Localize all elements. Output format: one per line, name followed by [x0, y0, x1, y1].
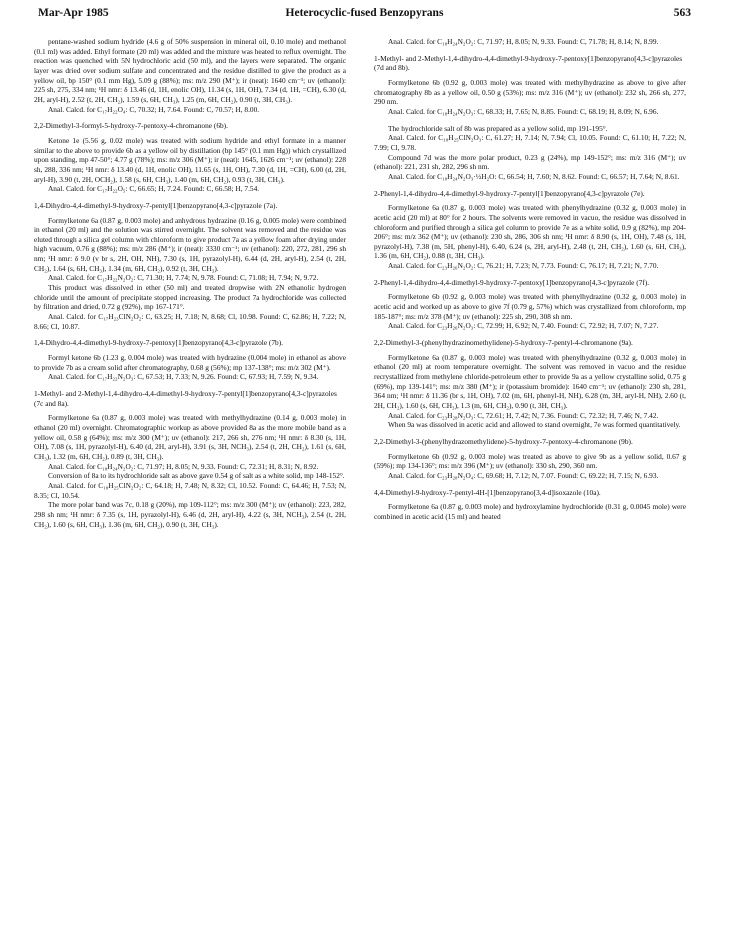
- analysis-line: Anal. Calcd. for C₂₃H₂₈N₂O₄: C, 69.68; H, 7.12; N, 7.07. Found: C, 69.22; H, 7.15; N, 6.93.: [388, 470, 659, 480]
- section-heading: 2-Phenyl-1,4-dihydro-4,4-dimethyl-9-hydroxy-7-pentyl[1]benzopyrano[4,3-c]pyrazole (7e).: [374, 188, 645, 198]
- section-heading: 1,4-Dihydro-4,4-dimethyl-9-hydroxy-7-pentoxy[1]benzopyrano[4,3-c]pyrazole (7b).: [34, 338, 283, 348]
- paragraph: Formylketone 6a (0.87 g, 0.003 mole) and anhydrous hydrazine (0.16 g, 0.005 mole) were combined in ethanol (20 ml) and the solution was stirred overnight. The solvent was removed and the residue was eluted through a silica gel column with chloroform to give product 7a as a yellow foam after drying under high vacuum, 0.76 g (88%); ms: m/z 286 (M⁺); ir (neat): 3330 cm⁻¹; uv (ethanol): 220, 272, 281, 296 sh nm; ¹H nmr: δ 9.0 (v br s, 2H, OH, NH), 7.30 (s, 1H, pyrazolyl-H), 6.44 (d, 2H, aryl-H), 2.54 (t, 2H, CH₂), 1.64 (s, 6H, CH₃), 1.34 (m, 6H, CH₂), 0.92 (t, 3H, CH₃).: [34, 215, 346, 273]
- analysis-line: Anal. Calcd. for C₂₃H₂₈N₂O₃: C, 72.61; H, 7.42; N, 7.36. Found: C, 72.32; H, 7.46; N, 7.42.: [388, 410, 659, 420]
- analysis-line: Anal. Calcd. for C₂₃H₂₆N₂O₃: C, 72.99; H, 6.92; N, 7.40. Found: C, 72.92; H, 7.07; N, 7.27.: [388, 321, 659, 331]
- analysis-line: Anal. Calcd. for C₁₇H₂₂O₅: C, 66.65; H, 7.24. Found: C, 66.58; H, 7.54.: [48, 184, 260, 194]
- paragraph: Formylketone 6a (0.87 g, 0.003 mole) and hydroxylamine hydrochloride (0.31 g, 0.0045 mole) were combined in acetic acid (15 ml) and heated: [374, 502, 686, 521]
- section-heading: 2,2-Dimethyl-3-(phenylhydrazinomethylidene)-5-hydroxy-7-pentyl-4-chromanone (9a).: [374, 338, 633, 348]
- analysis-line: Anal. Calcd. for C₁₇H₂₂O₄: C, 70.32; H, 7.64. Found: C, 70.57; H, 8.00.: [48, 104, 260, 114]
- left-column: [34, 37, 346, 529]
- analysis-line: Anal. Calcd. for C₁₇H₂₂N₂O₃: C, 67.53; H, 7.33; N, 9.26. Found: C, 67.93; H, 7.59; N, 9.34.: [48, 372, 319, 382]
- section-heading: 2,2-Dimethyl-3-(phenylhydrazomethylidene)-5-hydroxy-7-pentoxy-4-chromanone (9b).: [374, 436, 633, 446]
- analysis-line: Anal. Calcd. for C₁₈H₂₄N₂O₂: C, 71.97; H, 8.05; N, 9.33. Found: C, 72.31; H, 8.31; N, 8.92.: [48, 461, 319, 471]
- section-heading: 1-Methyl- and 2-Methyl-1,4-dihydro-4,4-dimethyl-9-hydroxy-7-pentyl[1]benzopyrano[4,3-c]pyrazoles (7c and 8a).: [34, 389, 337, 408]
- paragraph: The hydrochloride salt of 8b was prepared as a yellow solid, mp 191-195°.: [388, 123, 608, 133]
- analysis-line: Anal. Calcd. for C₁₈H₂₅ClN₂O₃: C, 61.27; H, 7.14; N, 7.94; Cl, 10.05. Found: C, 61.10; H, 7.22; N, 7.99; Cl, 9.78.: [374, 133, 686, 152]
- analysis-line: Anal. Calcd. for C₁₈H₂₅ClN₂O₂: C, 64.18; H, 7.48; N, 8.32; Cl, 10.52. Found: C, 64.46; H, 7.53; N, 8.35; Cl, 10.54.: [34, 480, 346, 500]
- analysis-line: Anal. Calcd. for C₁₇H₂₃ClN₂O₂: C, 63.25; H, 7.18; N, 8.68; Cl, 10.98. Found: C, 62.86; H, 7.22; N, 8.66; Cl, 10.87.: [34, 312, 346, 331]
- paragraph: Formyl ketone 6b (1.23 g, 0.004 mole) was treated with hydrazine (0.004 mole) in ethanol as above to provide 7b as a cream solid after chromatography, 0.68 g (56%); mp 137-138°; ms: m/z 302 (M⁺).: [34, 353, 346, 372]
- right-column: [374, 37, 686, 522]
- analysis-line: Anal. Calcd. for C₁₈H₂₄N₂O₃·½H₂O: C, 66.54; H, 7.60; N, 8.62. Found: C, 66.57; H, 7.64; N, 8.61.: [388, 171, 680, 181]
- section-heading: 2-Phenyl-1,4-dihydro-4,4-dimethyl-9-hydroxy-7-pentoxy[1]benzopyrano[4,3-c]pyrazole (7f).: [374, 277, 650, 287]
- section-heading: 2,2-Dimethyl-3-formyl-5-hydroxy-7-pentoxy-4-chromanone (6b).: [34, 121, 228, 131]
- analysis-line: Anal. Calcd. for C₁₇H₂₂N₂O₂: C, 71.30; H, 7.74; N, 9.78. Found: C, 71.08; H, 7.94; N, 9.72.: [48, 273, 319, 283]
- paragraph: Formylketone 6b (0.92 g, 0.003 mole) was treated with phenylhydrazine (0.32 g, 0.003 mole) in acetic acid and worked up as above to give 7f (0.79 g, 57%) which was crystallized from chloroform, mp 185-187°; ms: m/z 378 (M⁺); uv (ethanol): 225 sh, 290, 308 sh nm.: [374, 292, 686, 321]
- issue-date: Mar-Apr 1985: [38, 7, 109, 19]
- paragraph: Conversion of 8a to its hydrochloride salt as above gave 0.54 g of salt as a white solid, mp 148-152°.: [48, 471, 345, 481]
- paragraph: Ketone 1e (5.56 g, 0.02 mole) was treated with sodium hydride and ethyl formate in a manner similar to the above to provide 6b as a yellow oil by distillation (bp 145° (0.1 mm Hg)) which crystallized upon standing, mp 47-50°; 4.77 g (78%); ms: m/z 306 (M⁺); ir (neat): 1645, 1626 cm⁻¹; uv (ethanol): 228 sh, 288, 336 nm; ¹H nmr: δ 13.40 (d, 1H, enolic OH), 11.65 (s, 1H, OH), 7.30 (d, 1H, =CH), 6.00 (d, 2H, aryl-H), 3.90 (t, 2H, OCH₂), 1.58 (s, 6H, CH₃), 1.40 (m, 6H, CH₂), 0.93 (t, 3H, CH₃).: [34, 135, 346, 184]
- section-heading: 4,4-Dimethyl-9-hydroxy-7-pentyl-4H-[1]benzopyrano[3,4-d]isoxazole (10a).: [374, 487, 601, 497]
- paragraph: Formylketone 6a (0.87 g, 0.003 mole) was treated with phenylhydrazine (0.32 g, 0.003 mole) in ethanol (20 ml) at room temperature overnight. The solvent was removed in vacuo and the residue recrystallized from methylene chloride-petroleum ether to provide 9a as a yellow crystalline solid, 0.75 g (69%), mp 139-141°; ms: m/z 380 (M⁺); ir (potassium bromide): 1640 cm⁻¹; uv (ethanol): 230 sh, 281, 364 nm; ¹H nmr: δ 11.36 (br s, 1H, OH), 7.02 (m, 6H, phenyl-H, NH), 6.28 (m, 3H, aryl-H, NH), 2.60 (t, 2H, CH₂), 1.60 (s, 6H, CH₃), 1.3 (m, 6H, CH₂), 0.90 (t, 3H, CH₃).: [374, 352, 686, 410]
- analysis-line: Compound 7d was the more polar product, 0.23 g (24%), mp 149-152°; ms: m/z 316 (M⁺); uv (ethanol): 221, 231 sh, 282, 296 sh nm.: [374, 152, 686, 172]
- running-header: [38, 7, 691, 25]
- analysis-line: Anal. Calcd. for C₁₈H₂₄N₂O₃: C, 68.33; H, 7.65; N, 8.85. Found: C, 68.19; H, 8.09; N, 6.96.: [388, 106, 659, 116]
- paragraph: This product was dissolved in ether (50 ml) and treated dropwise with 2N ethanolic hydrogen chloride until the amount of precipitate stopped increasing. The product 7a hydrochloride was collected by filtration and dried, 0.72 g (92%), mp 167-171°.: [34, 283, 346, 312]
- page-number: 563: [673, 7, 691, 19]
- analysis-line: When 9a was dissolved in acetic acid and allowed to stand overnight, 7e was formed quantitatively.: [388, 420, 681, 430]
- paragraph: Formylketone 6a (0.87 g, 0.003 mole) was treated with methylhydrazine (0.14 g, 0.003 mole) in ethanol (20 ml) overnight. Chromatographic workup as above provided 8a as the more mobile band as a yellow oil, 0.58 g (64%); ms: m/z 300 (M⁺); uv (ethanol): 217, 266 sh, 276 nm; ¹H nmr: δ 8.30 (s, 1H, OH), 7.08 (s, 1H, pyrazolyl-H), 6.40 (d, 2H, aryl-H), 3.91 (s, 3H, NCH₃), 2.54 (t, 2H, CH₂), 1.61 (s, 6H, CH₃), 1.32 (m, 6H, CH₂), 0.89 (t, 3H, CH₃).: [34, 413, 346, 461]
- paragraph: Formylketone 6b (0.92 g, 0.003 mole) was treated with methylhydrazine as above to give after chromatography 8b as a yellow oil, 0.50 g (53%); ms: m/z 316 (M⁺); uv (ethanol): 232 sh, 266 sh, 277, 290 nm.: [374, 77, 686, 107]
- analysis-line: Anal. Calcd. for C₁₈H₂₄N₂O₂: C, 71.97; H, 8.05; N, 9.33. Found: C, 71.78; H, 8.14; N, 8.99.: [388, 37, 659, 46]
- paragraph: pentane-washed sodium hydride (4.6 g of 50% suspension in mineral oil, 0.10 mole) and methanol (0.1 ml) was added. Ethyl formate (20 ml) was added and the mixture was heated to reflux overnight. The reaction was quenched with 5N hydrochloric acid (50 ml), and the layers were separated. The organic layer was dried over sodium sulfate and concentrated and the residue distilled to give the product as a yellow oil, bp 150° (0.1 mm Hg), 5.09 g (88%); ms: m/z 290 (M⁺); ir (neat): 1640 cm⁻¹; uv (ethanol): 225 sh, 275, 334 nm; ¹H nmr: δ 13.46 (d, 1H, enolic OH), 11.34 (s, 1H, OH), 7.34 (d, 1H, =CH), 6.30 (d, 2H, aryl-H), 2.52 (t, 2H, CH₂), 1.59 (s, 6H, CH₃), 1.25 (m, 6H, CH₂), 0.90 (t, 3H, CH₃).: [34, 37, 346, 104]
- section-heading: 1-Methyl- and 2-Methyl-1,4-dihydro-4,4-dimethyl-9-hydroxy-7-pentoxy[1]benzopyrano[4,3-c]pyrazoles (7d and 8b).: [374, 53, 683, 73]
- paragraph: The more polar band was 7c, 0.18 g (20%), mp 109-112°; ms: m/z 300 (M⁺); uv (ethanol): 223, 282, 298 sh nm; ¹H nmr: δ 7.35 (s, 1H, pyrazolyl-H), 6.46 (d, 2H, aryl-H), 4.22 (s, 3H, NCH₃), 2.54 (t, 2H, CH₂), 1.60 (s, 6H, CH₃), 1.36 (m, 6H, CH₂), 0.90 (t, 3H, CH₃).: [34, 500, 346, 529]
- paragraph: Formylketone 6b (0.92 g, 0.003 mole) was treated as above to give 9b as a yellow solid, 0.67 g (59%); mp 134-136°; ms: m/z 396 (M⁺); uv (ethanol): 330 sh, 290, 360 nm.: [374, 451, 686, 471]
- journal-running-title: Heterocyclic-fused Benzopyrans: [285, 7, 444, 19]
- section-heading: 1,4-Dihydro-4,4-dimethyl-9-hydroxy-7-pentyl[1]benzopyrano[4,3-c]pyrazole (7a).: [34, 200, 278, 210]
- analysis-line: Anal. Calcd. for C₂₃H₂₆N₂O₂: C, 76.21; H, 7.23; N, 7.73. Found: C, 76.17; H, 7.21; N, 7.70.: [388, 261, 659, 271]
- paragraph: Formylketone 6a (0.87 g, 0.003 mole) was treated with phenylhydrazine (0.32 g, 0.003 mole) in acetic acid (20 ml) at 80° for 2 hours. The solvents were removed in vacuo, the residue was dissolved in chloroform and purified through a silica gel column to provide 7e as a white solid, 0.9 g (82%), mp 204-206°; ms: m/z 362 (M⁺); uv (ethanol): 230 sh, 286, 306 sh nm; ¹H nmr: δ 8.90 (s, 1H, OH), 7.48 (s, 1H, pyrazolyl-H), 7.38 (m, 5H, phenyl-H), 6.40, 6.24 (s, 2H, aryl-H), 2.48 (t, 2H, CH₂), 1.60 (s, 6H, CH₃), 1.36 (m, 6H, CH₂), 0.88 (t, 3H, CH₃).: [374, 203, 686, 261]
